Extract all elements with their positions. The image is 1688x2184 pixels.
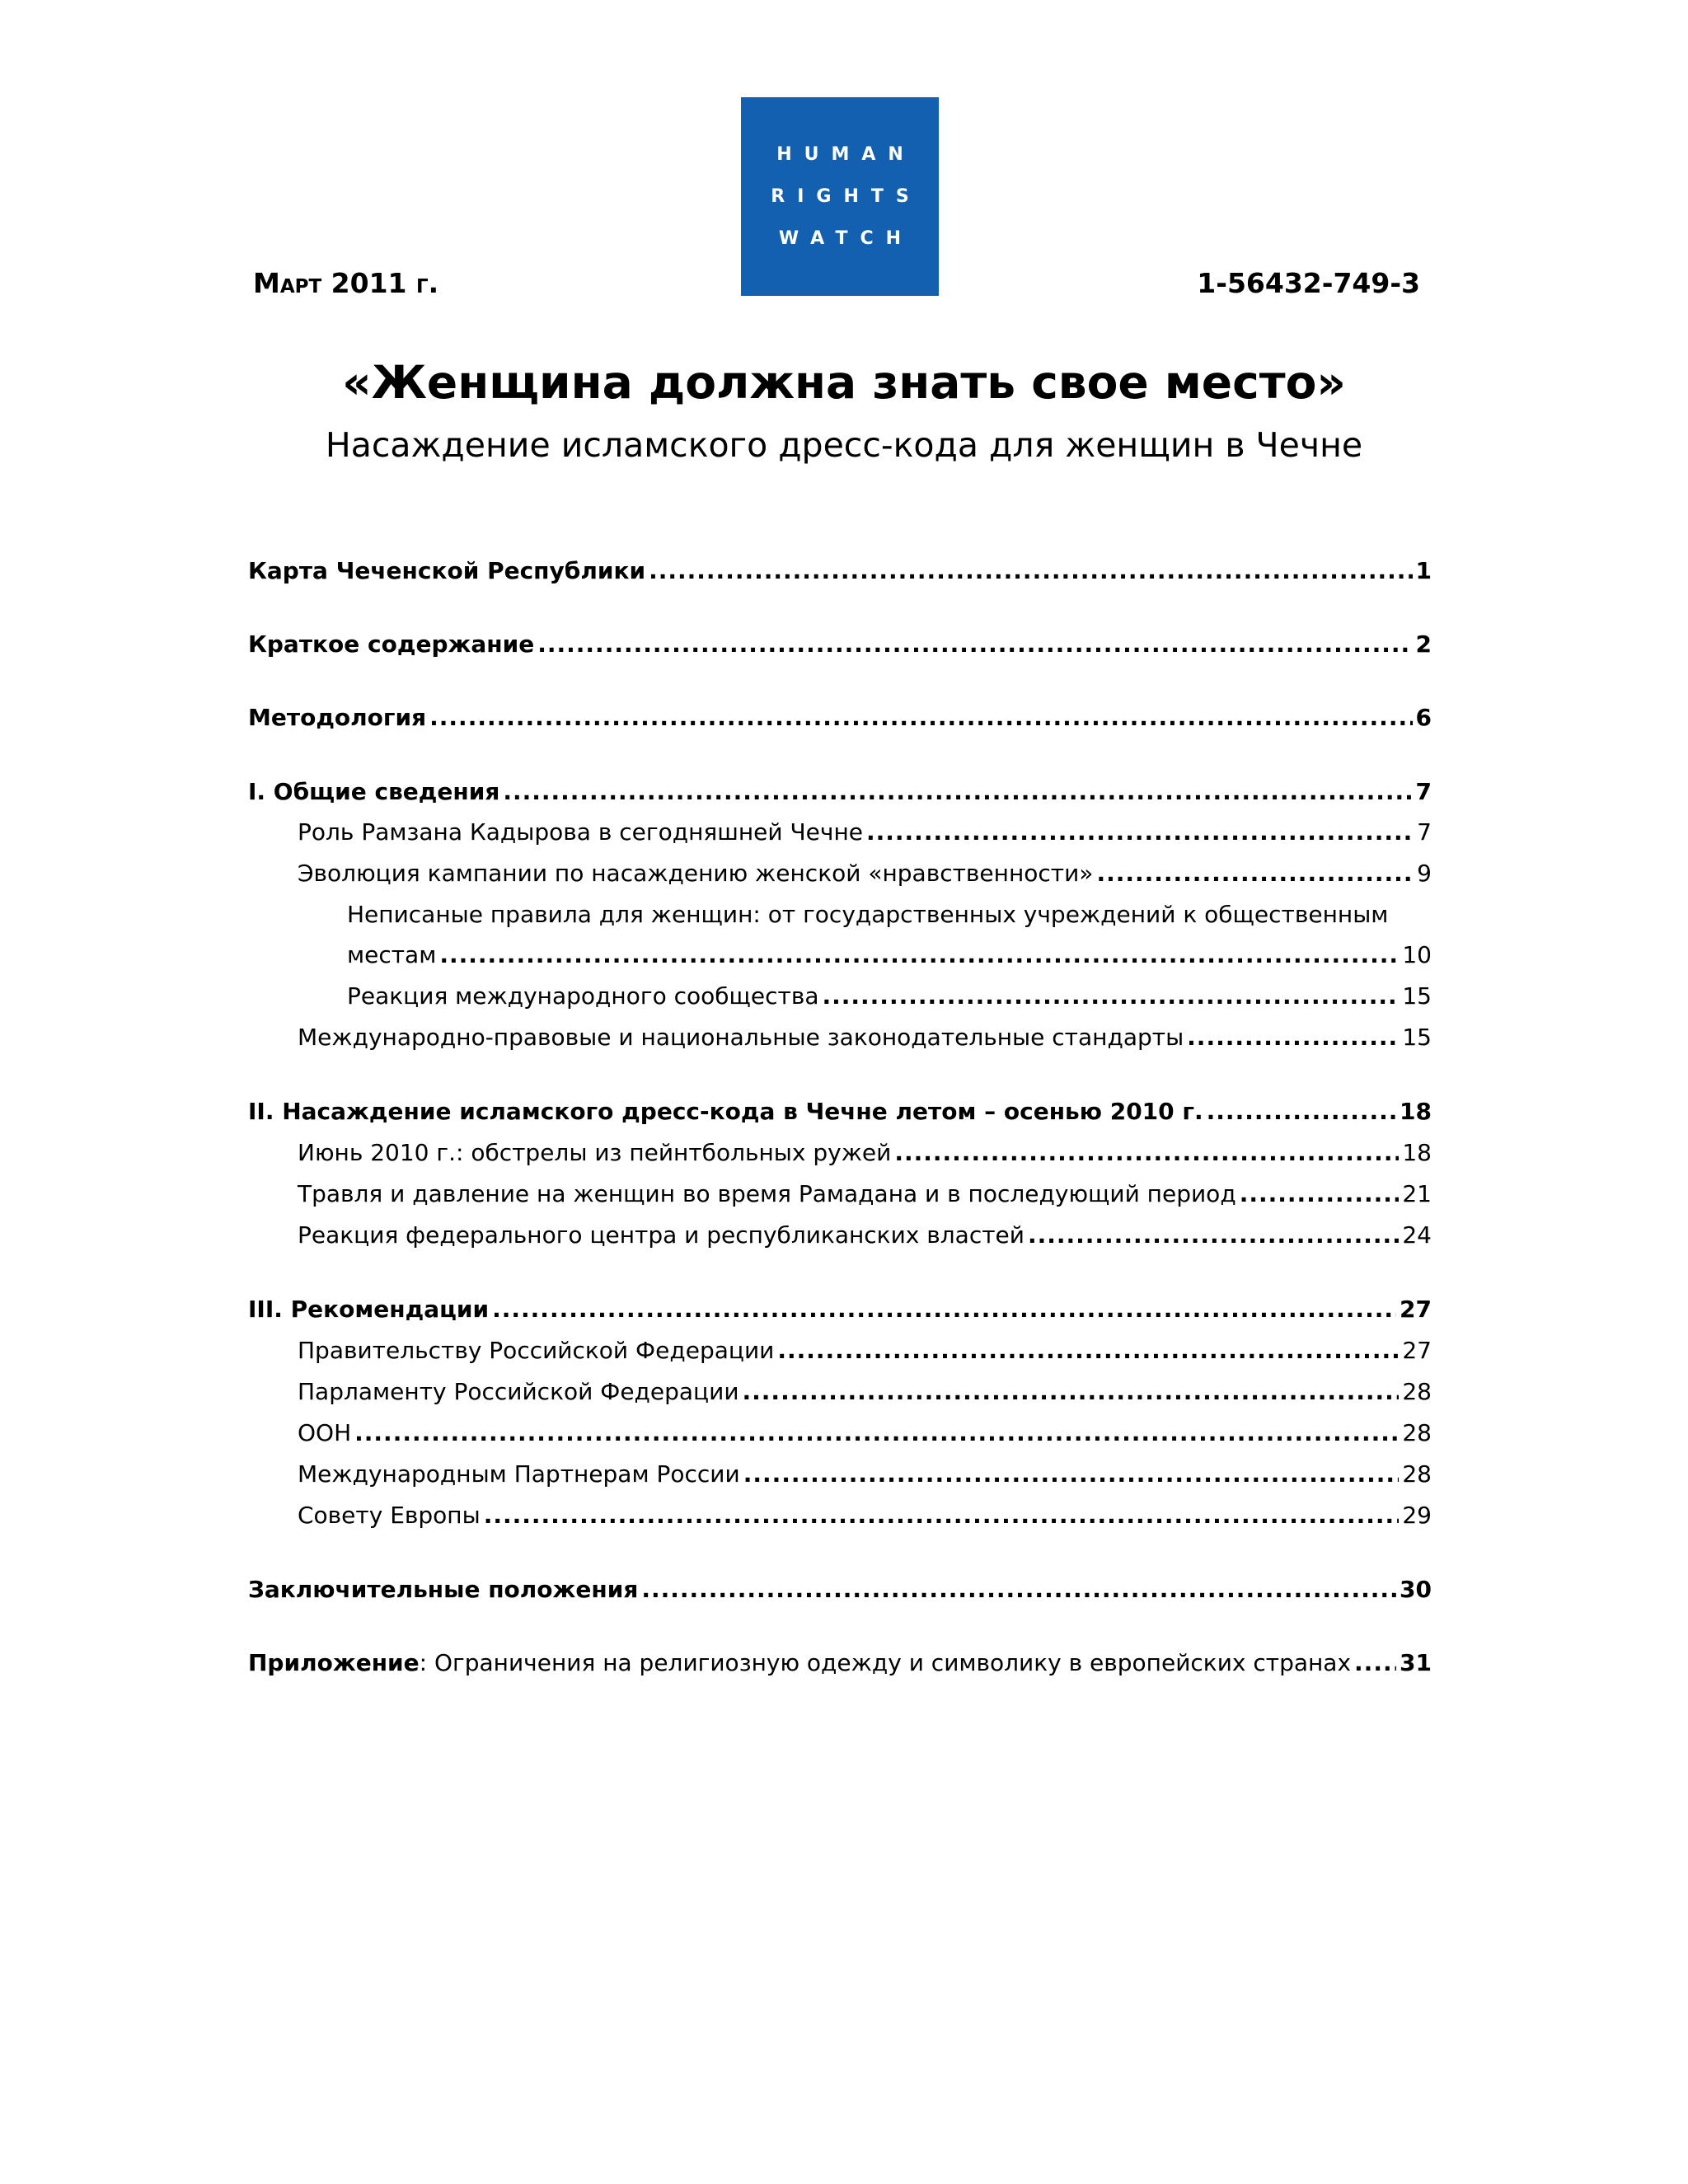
toc-label xyxy=(248,1649,1351,1676)
toc-entry-government[interactable] xyxy=(298,1337,1432,1370)
toc-entry-methodology[interactable] xyxy=(248,704,1432,737)
report-title: «Женщина должна знать свое место» xyxy=(342,356,1346,409)
toc-entry-section-3[interactable] xyxy=(248,1296,1432,1329)
toc-leader xyxy=(1187,1024,1399,1051)
toc-leader xyxy=(429,704,1412,731)
toc-page: 28 xyxy=(1402,1460,1432,1488)
toc-leader xyxy=(492,1296,1396,1323)
toc-leader xyxy=(1207,1098,1396,1125)
toc-page: 18 xyxy=(1400,1098,1432,1125)
toc-label: Реакция федерального центра и республиканских властей xyxy=(298,1221,1025,1249)
toc-entry-federal-reaction[interactable] xyxy=(298,1221,1432,1254)
toc-entry-un[interactable] xyxy=(298,1419,1432,1452)
toc-label: Июнь 2010 г.: обстрелы из пейнтбольных ружей xyxy=(298,1139,892,1166)
toc-label: Заключительные положения xyxy=(248,1576,639,1603)
toc-page: 28 xyxy=(1402,1378,1432,1405)
toc-label: I. Общие сведения xyxy=(248,778,500,805)
toc-label-rest: : Ограничения на религиозную одежду и символику в европейских странах xyxy=(419,1649,1352,1676)
toc-entry-section-1[interactable] xyxy=(248,778,1432,811)
toc-page: 10 xyxy=(1402,941,1432,968)
toc-leader xyxy=(866,818,1414,846)
logo-line-3: WATCH xyxy=(778,228,914,249)
toc-leader xyxy=(1028,1221,1399,1249)
toc-entry-parliament[interactable] xyxy=(298,1378,1432,1411)
toc-entry-partners[interactable] xyxy=(298,1460,1432,1493)
report-subtitle: Насаждение исламского дресс-кода для женщин в Чечне xyxy=(325,425,1363,465)
toc-page: 15 xyxy=(1402,1024,1432,1051)
toc-entry-conclusion[interactable] xyxy=(248,1576,1432,1609)
toc-entry-summary[interactable] xyxy=(248,630,1432,663)
toc-leader xyxy=(641,1576,1396,1603)
toc-label: Международно-правовые и национальные законодательные стандарты xyxy=(298,1024,1184,1051)
toc-leader xyxy=(537,630,1412,658)
toc-leader xyxy=(649,557,1412,584)
toc-page: 1 xyxy=(1415,557,1432,584)
toc-page: 24 xyxy=(1402,1221,1432,1249)
toc-label: II. Насаждение исламского дресс-кода в Чечне летом – осенью 2010 г. xyxy=(248,1098,1203,1125)
toc-page: 9 xyxy=(1417,860,1432,887)
toc-label: Международным Партнерам России xyxy=(298,1460,740,1488)
toc-leader xyxy=(503,778,1412,805)
toc-entry-international-reaction[interactable] xyxy=(347,982,1432,1015)
toc-page: 31 xyxy=(1400,1649,1432,1676)
toc-leader xyxy=(743,1460,1400,1488)
toc-page: 6 xyxy=(1415,704,1432,731)
toc-leader xyxy=(822,982,1399,1010)
hrw-logo xyxy=(741,97,939,296)
toc-entry-kadyrov-role[interactable] xyxy=(298,818,1432,851)
toc-label: III. Рекомендации xyxy=(248,1296,490,1323)
toc-leader xyxy=(439,941,1399,968)
toc-entry-unwritten-rules[interactable] xyxy=(347,941,1432,974)
toc-label: Краткое содержание xyxy=(248,630,535,658)
toc-leader xyxy=(1096,860,1414,887)
toc-entry-legal-standards[interactable] xyxy=(298,1024,1432,1057)
toc-page: 18 xyxy=(1402,1139,1432,1166)
toc-label: ООН xyxy=(298,1419,352,1446)
toc-page: 29 xyxy=(1402,1502,1432,1529)
toc-page: 27 xyxy=(1400,1296,1432,1323)
toc-leader xyxy=(1240,1180,1400,1207)
toc-page: 28 xyxy=(1402,1419,1432,1446)
toc-entry-paintball[interactable] xyxy=(298,1139,1432,1172)
toc-page: 30 xyxy=(1400,1576,1432,1603)
logo-line-2: RIGHTS xyxy=(771,186,921,207)
toc-leader xyxy=(354,1419,1399,1446)
toc-page: 15 xyxy=(1402,982,1432,1010)
toc-label: Эволюция кампании по насаждению женской «нравственности» xyxy=(298,860,1094,887)
toc-label: местам xyxy=(347,941,437,968)
toc-page: 7 xyxy=(1415,778,1432,805)
toc-page: 7 xyxy=(1417,818,1432,846)
toc-leader xyxy=(743,1378,1400,1405)
toc-leader xyxy=(1354,1649,1396,1676)
report-date: Март 2011 г. xyxy=(253,267,439,299)
toc-entry-section-2[interactable] xyxy=(248,1098,1432,1131)
toc-entry-campaign-evolution[interactable] xyxy=(298,860,1432,893)
toc-leader xyxy=(777,1337,1399,1364)
toc-page: 21 xyxy=(1402,1180,1432,1207)
toc-entry-council-of-europe[interactable] xyxy=(298,1502,1432,1535)
toc-label: Методология xyxy=(248,704,427,731)
report-isbn: 1-56432-749-3 xyxy=(1197,267,1420,299)
logo-line-1: HUMAN xyxy=(776,144,916,165)
toc-label: Карта Чеченской Республики xyxy=(248,557,646,584)
toc-label: Совету Европы xyxy=(298,1502,481,1529)
toc-label: Правительству Российской Федерации xyxy=(298,1337,775,1364)
toc-entry-unwritten-rules-line1[interactable]: Неписаные правила для женщин: от государственных учреждений к общественным xyxy=(347,901,1389,928)
toc-page: 2 xyxy=(1415,630,1432,658)
toc-entry-map[interactable] xyxy=(248,557,1432,590)
toc-label: Реакция международного сообщества xyxy=(347,982,819,1010)
toc-entry-ramadan[interactable] xyxy=(298,1180,1432,1213)
toc-label: Парламенту Российской Федерации xyxy=(298,1378,739,1405)
toc-leader xyxy=(894,1139,1399,1166)
toc-label: Роль Рамзана Кадырова в сегодняшней Чечне xyxy=(298,818,863,846)
toc-entry-appendix[interactable] xyxy=(248,1649,1432,1682)
toc-page: 27 xyxy=(1402,1337,1432,1364)
toc-label-bold: Приложение xyxy=(248,1649,420,1676)
toc-leader xyxy=(484,1502,1400,1529)
toc-label: Травля и давление на женщин во время Рамадана и в последующий период xyxy=(298,1180,1236,1207)
